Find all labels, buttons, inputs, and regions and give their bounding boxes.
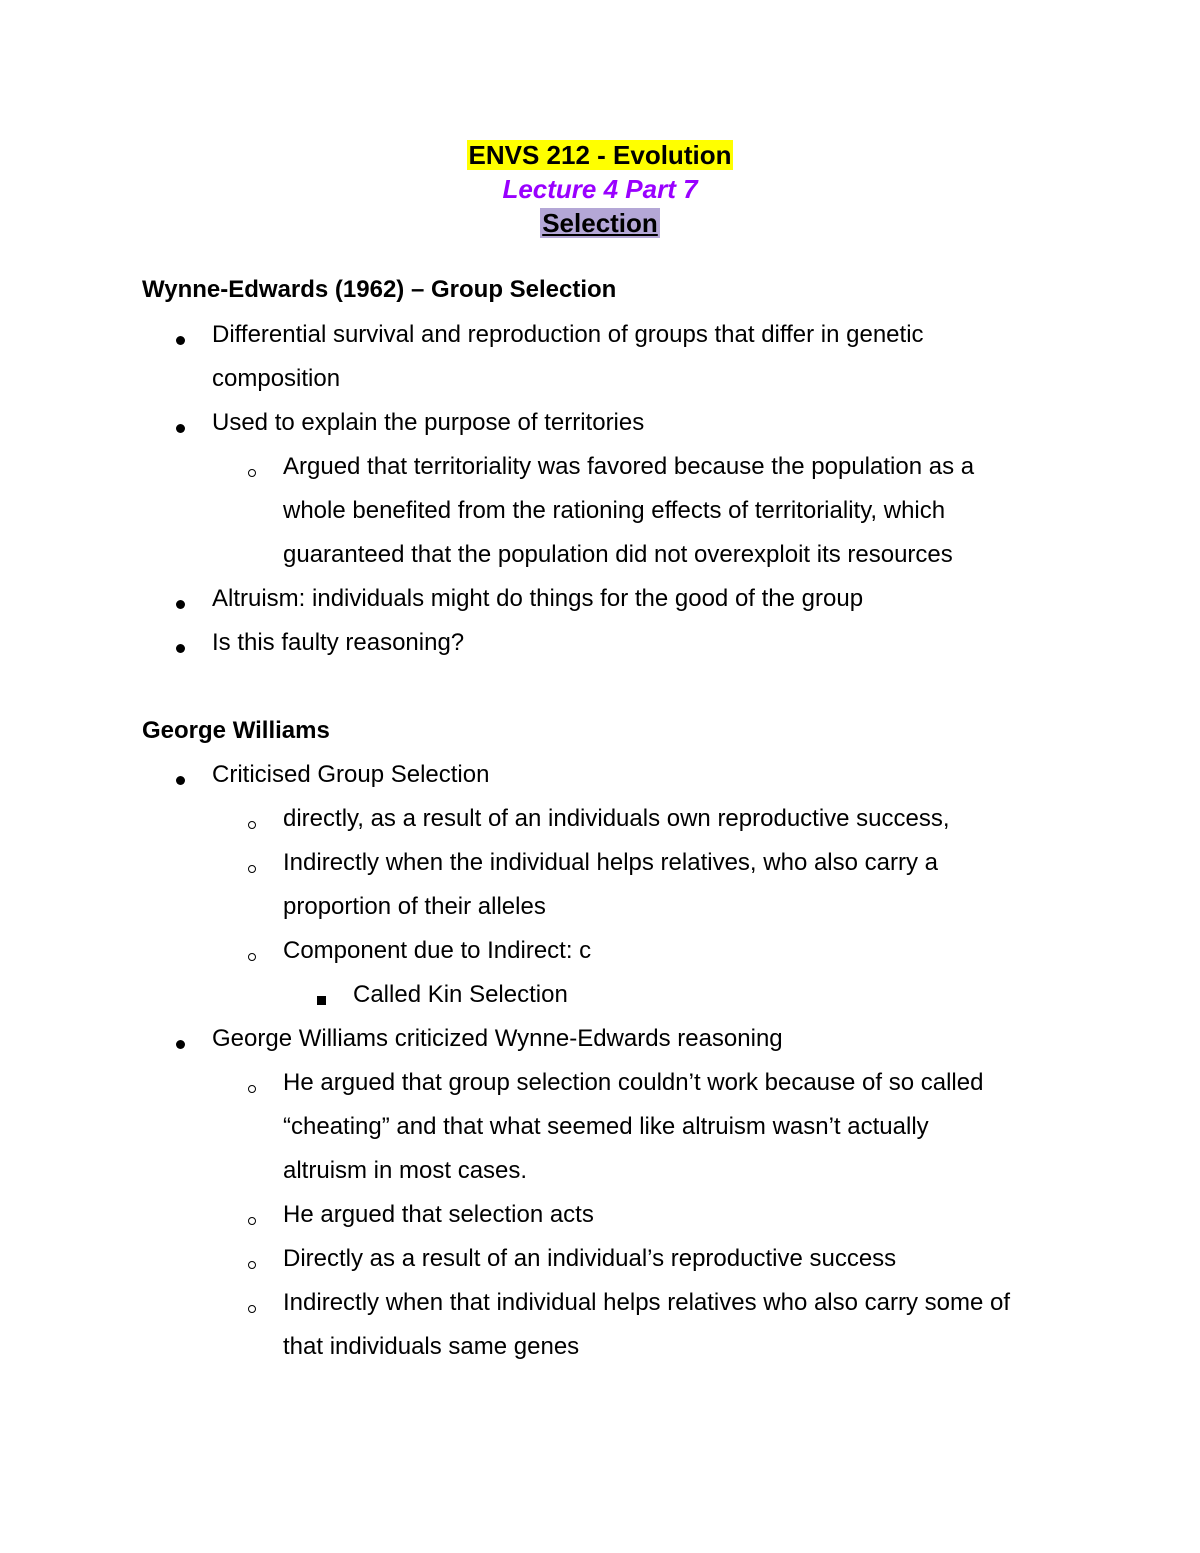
bullet-icon: [176, 594, 185, 612]
list-item: Directly as a result of an individual’s reproductive success: [283, 1245, 897, 1272]
topic-heading: [0, 208, 1200, 239]
square-bullet-icon: [317, 990, 326, 1008]
topic-heading-text: Selection: [542, 208, 658, 238]
hollow-bullet-icon: [248, 946, 256, 964]
list-item-continuation: whole benefited from the rationing effects of territoriality, which: [283, 497, 946, 524]
bullet-icon: [176, 1034, 185, 1052]
list-item-continuation: guaranteed that the population did not overexploit its resources: [283, 541, 953, 568]
section-heading-george-williams: George Williams: [142, 717, 330, 744]
list-item: George Williams criticized Wynne-Edwards reasoning: [212, 1025, 783, 1052]
list-item-continuation: “cheating” and that what seemed like altruism wasn’t actually: [283, 1113, 929, 1140]
hollow-bullet-icon: [248, 1210, 256, 1228]
list-item: Component due to Indirect: c: [283, 937, 592, 964]
list-item: directly, as a result of an individuals own reproductive success,: [283, 805, 950, 832]
list-item: Is this faulty reasoning?: [212, 629, 465, 656]
course-title: [0, 140, 1200, 171]
bullet-icon: [176, 770, 185, 788]
hollow-bullet-icon: [248, 1254, 256, 1272]
list-item-continuation: that individuals same genes: [283, 1333, 580, 1360]
list-item-continuation: composition: [212, 365, 341, 392]
list-item: Indirectly when that individual helps relatives who also carry some of: [283, 1289, 1011, 1316]
hollow-bullet-icon: [248, 1078, 256, 1096]
course-title-text: ENVS 212 - Evolution: [468, 140, 732, 170]
list-item: Called Kin Selection: [353, 981, 568, 1008]
list-item-continuation: proportion of their alleles: [283, 893, 546, 920]
section-heading-wynne-edwards: Wynne-Edwards (1962) – Group Selection: [142, 276, 617, 303]
hollow-bullet-icon: [248, 462, 256, 480]
list-item: Altruism: individuals might do things for the good of the group: [212, 585, 864, 612]
list-item-continuation: altruism in most cases.: [283, 1157, 528, 1184]
bullet-icon: [176, 638, 185, 656]
list-item: He argued that group selection couldn’t work because of so called: [283, 1069, 984, 1096]
lecture-subtitle: Lecture 4 Part 7: [502, 174, 698, 204]
hollow-bullet-icon: [248, 1298, 256, 1316]
hollow-bullet-icon: [248, 858, 256, 876]
hollow-bullet-icon: [248, 814, 256, 832]
list-item: He argued that selection acts: [283, 1201, 594, 1228]
bullet-icon: [176, 418, 185, 436]
bullet-icon: [176, 330, 185, 348]
list-item: Indirectly when the individual helps relatives, who also carry a: [283, 849, 938, 876]
list-item: Argued that territoriality was favored because the population as a: [283, 453, 975, 480]
list-item: Criticised Group Selection: [212, 761, 490, 788]
list-item: Differential survival and reproduction of groups that differ in genetic: [212, 321, 924, 348]
list-item: Used to explain the purpose of territories: [212, 409, 645, 436]
